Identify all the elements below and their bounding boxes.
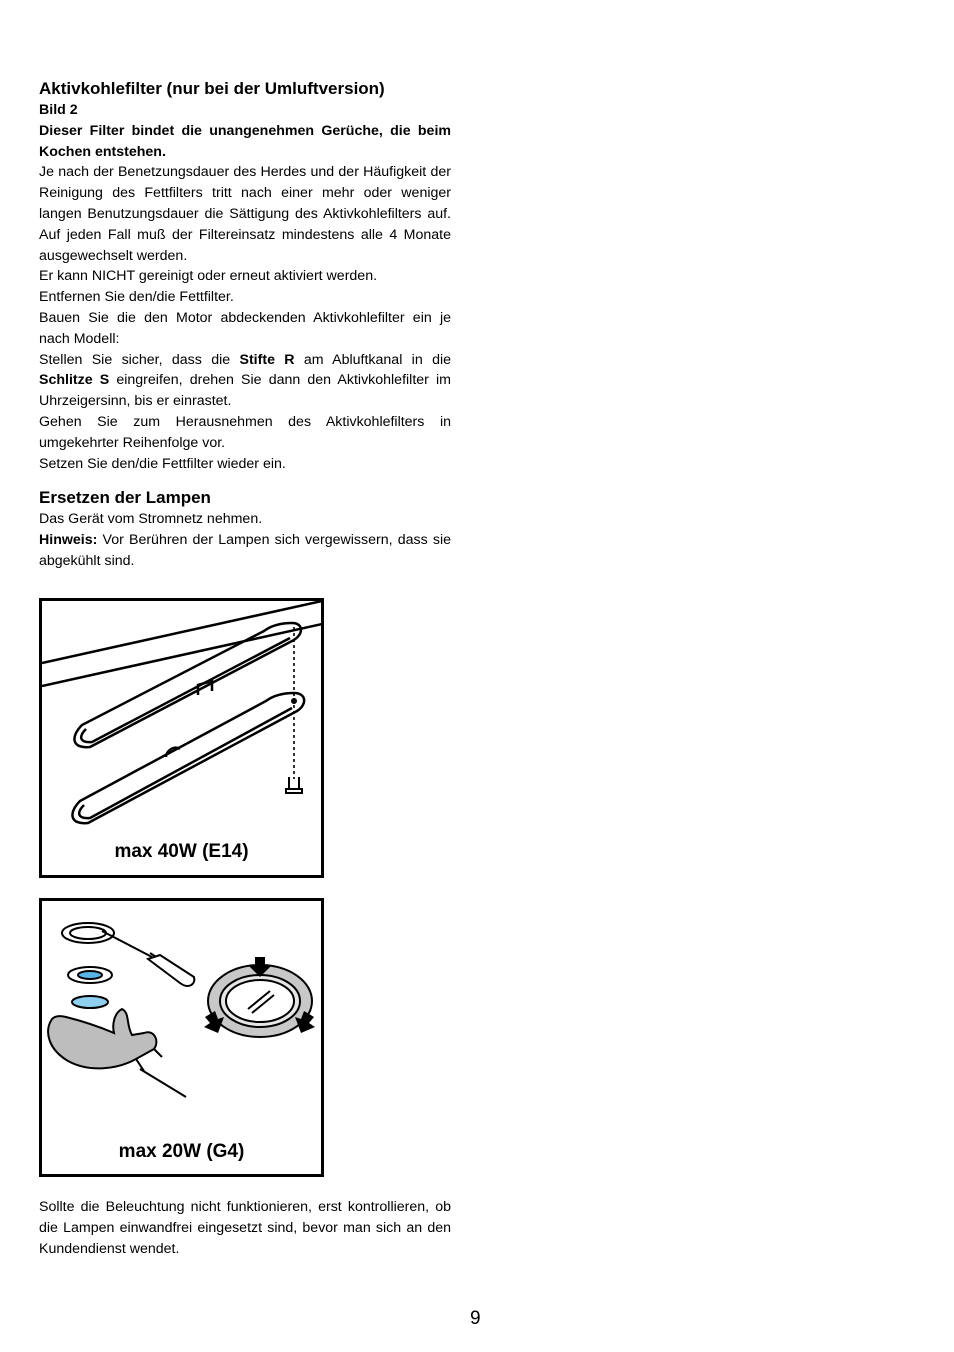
section-heading-lamps: Ersetzen der Lampen: [39, 488, 211, 508]
paragraph: Je nach der Benetzungsdauer des Herdes und der Häufigkeit der Reinigung des Fettfilters tritt nach einer mehr oder weniger langen Benutzungsdauer die Sättigung des Aktivkohlefilters auf. Auf jeden Fall muß der Filtereinsatz mindestens alle 4 Monate ausgewechselt werden.: [39, 164, 451, 264]
figure-e14-lamp: [39, 598, 324, 878]
fig1-caption: max 40W (E14): [114, 841, 249, 862]
text-run: eingreifen, drehen Sie dann den Aktivkohlefilter im Uhrzeigersinn, bis er einrastet.: [39, 372, 451, 410]
text-run: Stellen Sie sicher, dass die: [39, 351, 240, 368]
paragraph: Sollte die Beleuchtung nicht funktionieren, erst kontrollieren, ob die Lampen einwandfrei eingesetzt sind, bevor man sich an den Kundendienst wendet.: [39, 1199, 451, 1257]
note-paragraph: [39, 530, 451, 572]
paragraph: Gehen Sie zum Herausnehmen des Aktivkohlefilters in umgekehrter Reihenfolge vor.: [39, 413, 451, 451]
paragraph: Das Gerät vom Stromnetz nehmen.: [39, 511, 263, 528]
intro-bold-text: Dieser Filter bindet die unangenehmen Gerüche, die beim Kochen entstehen.: [39, 122, 451, 160]
lamp-cover-illustration: [42, 601, 321, 875]
paragraph: Bauen Sie die den Motor abdeckenden Aktivkohlefilter ein je nach Modell:: [39, 309, 451, 347]
text-column: [39, 78, 451, 572]
page-number: 9: [470, 1308, 481, 1329]
paragraph-pins-slots: [39, 350, 451, 412]
paragraph: Er kann NICHT gereinigt oder erneut aktiviert werden.: [39, 268, 378, 285]
fig2-caption: max 20W (G4): [118, 1141, 245, 1162]
slots-label: Schlitze S: [39, 372, 110, 389]
pins-label: Stifte R: [239, 351, 295, 368]
halogen-replacement-illustration: [42, 901, 321, 1174]
figure-reference: Bild 2: [39, 102, 78, 118]
paragraph: Setzen Sie den/die Fettfilter wieder ein.: [39, 455, 286, 472]
text-run: am Abluftkanal in die: [294, 351, 451, 368]
note-label: Hinweis:: [39, 532, 98, 549]
troubleshooting-paragraph: [39, 1197, 451, 1259]
note-text: Vor Berühren der Lampen sich vergewissern, dass sie abgekühlt sind.: [39, 532, 451, 569]
figure-g4-lamp: [39, 898, 324, 1177]
paragraph: Entfernen Sie den/die Fettfilter.: [39, 289, 234, 306]
section-heading-charcoal-filter: Aktivkohlefilter (nur bei der Umluftversion): [39, 79, 385, 98]
